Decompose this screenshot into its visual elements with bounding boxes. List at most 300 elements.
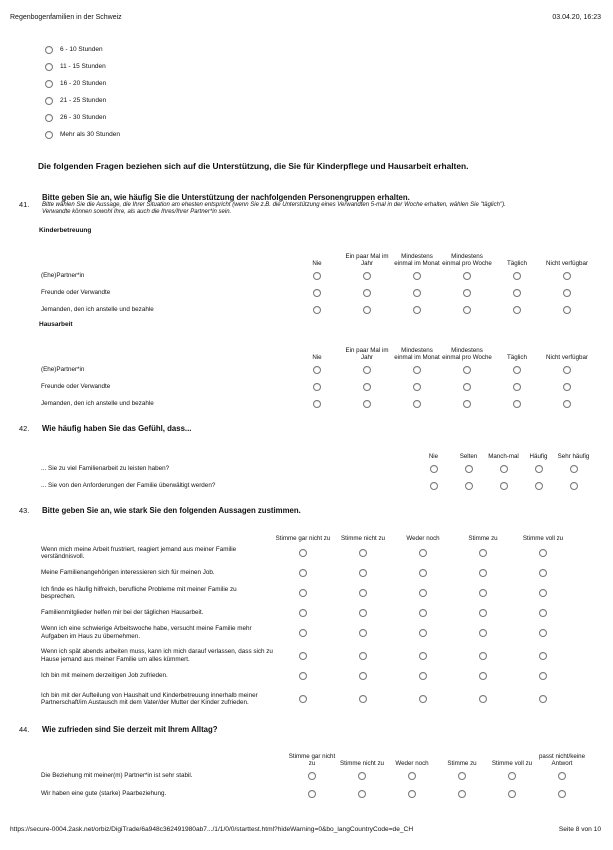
radio-button[interactable] (513, 383, 521, 391)
q42-cell (416, 482, 451, 490)
radio-button[interactable] (558, 790, 566, 798)
q44-cell (287, 772, 337, 780)
q43-row-label: Meine Familienangehörigen interessieren sich für meinen Job. (41, 569, 215, 577)
hours-option-label: 16 - 20 Stunden (60, 80, 107, 87)
q44-title: Wie zufrieden sind Sie derzeit mit Ihrem Alltag? (42, 725, 218, 734)
q42-number: 42. (19, 424, 30, 433)
survey-title: Regenbogenfamilien in der Schweiz (10, 14, 122, 21)
radio-button[interactable] (419, 569, 427, 577)
radio-button[interactable] (419, 609, 427, 617)
q41-housework-cell (542, 400, 592, 408)
q41-childcare-cell (342, 272, 392, 280)
q43-cell (453, 589, 513, 597)
radio-button[interactable] (363, 306, 371, 314)
q43-cell (333, 695, 393, 703)
q41-childcare-cell (542, 289, 592, 297)
q43-row (41, 644, 573, 667)
q41-housework-cell (342, 383, 392, 391)
q41-childcare-cell (442, 306, 492, 314)
q43-cell (273, 695, 333, 703)
q43-cell (453, 629, 513, 637)
radio-button[interactable] (419, 695, 427, 703)
radio-button[interactable] (479, 652, 487, 660)
hours-option[interactable] (45, 41, 120, 58)
radio-button[interactable] (479, 609, 487, 617)
q44-grid (41, 741, 587, 803)
radio-button[interactable] (419, 672, 427, 680)
q43-row-label: Wenn mich meine Arbeit frustriert, reagiert jemand aus meiner Familie verständnisvoll. (41, 545, 237, 560)
radio-button[interactable] (408, 790, 416, 798)
q41-childcare-column-label: Mindestens einmal im Monat (394, 252, 440, 267)
q43-cell (273, 629, 333, 637)
q44-row (41, 767, 587, 785)
radio-button[interactable] (363, 383, 371, 391)
radio-button[interactable] (299, 569, 307, 577)
radio-button[interactable] (539, 672, 547, 680)
q43-cell (333, 549, 393, 557)
q41-childcare-cell (342, 306, 392, 314)
q42-column-label: Häufig (529, 452, 548, 460)
radio-button[interactable] (430, 465, 438, 473)
q41-childcare-cell (292, 272, 342, 280)
radio-button[interactable] (463, 400, 471, 408)
q41-housework-cell (442, 383, 492, 391)
q42-title: Wie häufig haben Sie das Gefühl, dass... (42, 424, 192, 433)
q44-cell (287, 790, 337, 798)
q43-cell (513, 672, 573, 680)
q42-column-label: Sehr häufig (557, 452, 590, 460)
radio-button[interactable] (539, 695, 547, 703)
q43-cell (333, 629, 393, 637)
q43-cell (333, 589, 393, 597)
q41-housework-cell (292, 366, 342, 374)
hours-option[interactable] (45, 75, 120, 92)
radio-button[interactable] (359, 629, 367, 637)
radio-button[interactable] (358, 772, 366, 780)
q43-cell (273, 652, 333, 660)
radio-button[interactable] (359, 672, 367, 680)
q43-row-label: Ich finde es häufig hilfreich, berufliche Probleme mit meiner Familie zu besprechen. (41, 585, 237, 600)
q41-housework-cell (392, 400, 442, 408)
q41-housework-cell (392, 383, 442, 391)
q41-group-title-childcare: Kinderbetreuung (39, 227, 92, 234)
print-datetime: 03.04.20, 16:23 (552, 14, 601, 21)
q41-housework-cell (292, 400, 342, 408)
q43-cell (393, 589, 453, 597)
q43-row (41, 621, 573, 644)
radio-button[interactable] (479, 589, 487, 597)
q43-row (41, 604, 573, 621)
q43-cell (333, 672, 393, 680)
radio-button[interactable] (463, 272, 471, 280)
q43-grid (41, 522, 573, 714)
q43-cell (513, 629, 573, 637)
radio-button[interactable] (508, 772, 516, 780)
q43-cell (393, 609, 453, 617)
q41-childcare-cell (542, 306, 592, 314)
q44-row-label: Die Beziehung mit meiner(m) Partner*in ist sehr stabil. (41, 772, 193, 780)
q42-column-label: Selten (459, 452, 478, 460)
q41-childcare-row-label: Freunde oder Verwandte (41, 288, 111, 296)
radio-button[interactable] (479, 569, 487, 577)
q43-header (41, 522, 573, 542)
radio-button[interactable] (313, 366, 321, 374)
radio-button[interactable] (299, 629, 307, 637)
radio-button[interactable] (313, 383, 321, 391)
q44-number: 44. (19, 725, 30, 734)
radio-button[interactable] (413, 306, 421, 314)
q43-cell (273, 672, 333, 680)
q41-housework-cell (542, 366, 592, 374)
page-number: Seite 8 von 10 (558, 826, 601, 833)
q41-title: Bitte geben Sie an, wie häufig Sie die Unterstützung der nachfolgenden Personengruppen erhalten. (42, 193, 410, 202)
q41-housework-cell (492, 366, 542, 374)
radio-button[interactable] (313, 306, 321, 314)
q42-cell (521, 465, 556, 473)
q42-column-label: Nie (428, 452, 439, 460)
q43-row-label: Familienmitglieder helfen mir bei der täglichen Hausarbeit. (41, 608, 204, 616)
hours-option-label: 21 - 25 Stunden (60, 97, 107, 104)
radio-button[interactable] (563, 383, 571, 391)
radio-button[interactable] (500, 482, 508, 490)
hours-option-label: 26 - 30 Stunden (60, 114, 107, 121)
q41-childcare-cell (492, 306, 542, 314)
radio-button[interactable] (463, 289, 471, 297)
q43-cell (393, 549, 453, 557)
radio-button[interactable] (563, 400, 571, 408)
q41-childcare-column-label: Mindestens einmal pro Woche (442, 252, 492, 267)
radio-button[interactable] (359, 569, 367, 577)
q44-cell (437, 772, 487, 780)
q43-cell (513, 549, 573, 557)
q43-cell (393, 672, 453, 680)
radio-button[interactable] (508, 790, 516, 798)
section-title: Die folgenden Fragen beziehen sich auf die Unterstützung, die Sie für Kinderpflege und Hausarbeit erhalten. (38, 161, 469, 171)
q41-housework-cell (442, 366, 492, 374)
radio-button[interactable] (463, 306, 471, 314)
q43-number: 43. (19, 506, 30, 515)
radio-button[interactable] (513, 366, 521, 374)
q42-row-label: ... Sie zu viel Familienarbeit zu leisten haben? (41, 464, 170, 472)
radio-button[interactable] (308, 772, 316, 780)
q41-housework-row (41, 395, 592, 412)
q43-column-label: Stimme zu (468, 534, 498, 542)
radio-button[interactable] (408, 772, 416, 780)
hours-option-label: 6 - 10 Stunden (60, 46, 103, 53)
radio-button[interactable] (413, 366, 421, 374)
hours-option[interactable] (45, 92, 120, 109)
q44-row-label: Wir haben eine gute (starke) Paarbeziehung. (41, 790, 167, 798)
q43-row (41, 667, 573, 684)
radio-button[interactable] (419, 629, 427, 637)
q41-childcare-header (41, 240, 592, 267)
radio-button[interactable] (513, 400, 521, 408)
q42-row-label: ... Sie von den Anforderungen der Familie überwältigt werden? (41, 481, 216, 489)
q43-cell (513, 695, 573, 703)
q41-housework-cell (492, 400, 542, 408)
footer-url: https://secure-0004.2ask.net/orbiz/DigiTrade/6a948c362491980ab7.../1/1/0/0/starttest.html?hideWarning=0&bo_langCountryCode=de_CH (10, 826, 414, 833)
q43-cell (333, 609, 393, 617)
q41-housework-row-label: Freunde oder Verwandte (41, 382, 111, 390)
radio-button[interactable] (299, 589, 307, 597)
q41-housework-column-label: Täglich (507, 353, 527, 361)
radio-button[interactable] (419, 589, 427, 597)
q43-cell (273, 569, 333, 577)
q41-housework-column-label: Mindestens einmal pro Woche (442, 346, 492, 361)
hours-option-label: 11 - 15 Stunden (60, 63, 106, 70)
radio-button[interactable] (359, 589, 367, 597)
q42-row (41, 477, 591, 494)
q44-column-label: Stimme nicht zu (339, 759, 384, 767)
radio-button[interactable] (479, 549, 487, 557)
q41-childcare-cell (392, 289, 442, 297)
radio-button[interactable] (45, 97, 53, 105)
q41-childcare-column-label: Ein paar Mal im Jahr (345, 252, 389, 267)
q42-cell (416, 465, 451, 473)
radio-button[interactable] (359, 695, 367, 703)
q41-childcare-column-label: Täglich (507, 259, 527, 267)
radio-button[interactable] (313, 400, 321, 408)
hours-options (45, 41, 120, 143)
q41-housework-row (41, 378, 592, 395)
q42-grid (41, 441, 591, 494)
radio-button[interactable] (45, 131, 53, 139)
q43-cell (453, 672, 513, 680)
q41-childcare-row (41, 267, 592, 284)
q41-number: 41. (19, 200, 30, 209)
radio-button[interactable] (563, 272, 571, 280)
q43-row-label: Ich bin mit meinem derzeitigen Job zufrieden. (41, 671, 168, 679)
q41-housework-grid (41, 334, 592, 412)
radio-button[interactable] (513, 272, 521, 280)
radio-button[interactable] (539, 549, 547, 557)
q42-row (41, 460, 591, 477)
radio-button[interactable] (465, 482, 473, 490)
radio-button[interactable] (535, 465, 543, 473)
radio-button[interactable] (299, 652, 307, 660)
q43-row-label: Wenn ich spät abends arbeiten muss, kann ich mich darauf verlassen, dass sich zu Hause jemand aus meiner Familie um alles kümmert. (41, 648, 273, 663)
radio-button[interactable] (359, 549, 367, 557)
q43-cell (453, 569, 513, 577)
q43-column-label: Stimme gar nicht zu (275, 534, 331, 542)
q41-childcare-cell (292, 306, 342, 314)
q43-title: Bitte geben Sie an, wie stark Sie den folgenden Aussagen zustimmen. (42, 506, 301, 515)
radio-button[interactable] (479, 629, 487, 637)
q43-cell (333, 652, 393, 660)
radio-button[interactable] (539, 652, 547, 660)
q43-row (41, 582, 573, 604)
q41-housework-cell (392, 366, 442, 374)
radio-button[interactable] (539, 569, 547, 577)
radio-button[interactable] (413, 289, 421, 297)
q44-cell (387, 790, 437, 798)
q44-column-label: passt nicht/keine Antwort (538, 752, 586, 767)
q43-cell (393, 695, 453, 703)
hours-option-label: Mehr als 30 Stunden (60, 131, 120, 138)
radio-button[interactable] (363, 272, 371, 280)
q41-housework-cell (492, 383, 542, 391)
q41-childcare-row-label: (Ehe)Partner*in (41, 271, 85, 279)
q44-cell (487, 772, 537, 780)
q43-cell (273, 549, 333, 557)
q44-column-label: Stimme voll zu (491, 759, 533, 767)
q42-cell (556, 465, 591, 473)
q44-column-label: Stimme gar nicht zu (288, 752, 336, 767)
radio-button[interactable] (500, 465, 508, 473)
q43-column-label: Weder noch (406, 534, 440, 542)
page-header (10, 14, 601, 24)
radio-button[interactable] (465, 465, 473, 473)
hours-option[interactable] (45, 109, 120, 126)
hours-option[interactable] (45, 126, 120, 143)
q41-childcare-cell (492, 272, 542, 280)
q41-housework-column-label: Ein paar Mal im Jahr (345, 346, 389, 361)
radio-button[interactable] (299, 672, 307, 680)
radio-button[interactable] (513, 306, 521, 314)
q44-cell (487, 790, 537, 798)
radio-button[interactable] (413, 383, 421, 391)
q41-housework-column-label: Mindestens einmal im Monat (394, 346, 440, 361)
q43-row (41, 684, 573, 714)
radio-button[interactable] (558, 772, 566, 780)
q42-column-label: Manch-mal (488, 452, 519, 460)
q41-housework-row-label: Jemanden, den ich anstelle und bezahle (41, 399, 154, 407)
radio-button[interactable] (359, 652, 367, 660)
q43-cell (273, 589, 333, 597)
q44-row (41, 785, 587, 803)
q43-row (41, 564, 573, 582)
radio-button[interactable] (458, 772, 466, 780)
q41-childcare-cell (392, 306, 442, 314)
q42-cell (451, 482, 486, 490)
q43-column-label: Stimme nicht zu (340, 534, 385, 542)
q43-cell (393, 569, 453, 577)
q43-cell (273, 609, 333, 617)
radio-button[interactable] (570, 482, 578, 490)
q41-housework-cell (342, 400, 392, 408)
radio-button[interactable] (563, 306, 571, 314)
radio-button[interactable] (539, 589, 547, 597)
radio-button[interactable] (45, 80, 53, 88)
q43-column-label: Stimme voll zu (522, 534, 564, 542)
q41-housework-row-label: (Ehe)Partner*in (41, 365, 85, 373)
radio-button[interactable] (513, 289, 521, 297)
radio-button[interactable] (299, 549, 307, 557)
radio-button[interactable] (308, 790, 316, 798)
radio-button[interactable] (359, 609, 367, 617)
q44-cell (537, 772, 587, 780)
radio-button[interactable] (539, 629, 547, 637)
q41-childcare-column-label: Nicht verfügbar (546, 259, 588, 267)
radio-button[interactable] (419, 652, 427, 660)
q41-childcare-column-label: Nie (312, 259, 322, 267)
q43-cell (513, 609, 573, 617)
q44-column-label: Weder noch (395, 759, 429, 767)
q41-subtitle-1: Bitte wählen Sie die Aussage, die Ihrer Situation am ehesten entspricht (wenn Sie z.B. die Unterstützung eines Verwandten 5-mal in der Woche erhalten, wählen Sie "täglich"). (42, 202, 506, 208)
radio-button[interactable] (463, 366, 471, 374)
q43-row-label: Wenn ich eine schwierige Arbeitswoche habe, versucht meine Familie mehr Aufgaben im Haus zu übernehmen. (41, 625, 252, 640)
q43-row (41, 542, 573, 564)
q41-childcare-cell (392, 272, 442, 280)
hours-option[interactable] (45, 58, 120, 75)
radio-button[interactable] (563, 289, 571, 297)
q43-cell (453, 609, 513, 617)
q43-cell (513, 589, 573, 597)
radio-button[interactable] (458, 790, 466, 798)
q44-cell (337, 772, 387, 780)
radio-button[interactable] (45, 46, 53, 54)
radio-button[interactable] (363, 400, 371, 408)
q43-row-label: Ich bin mit der Aufteilung von Haushalt und Kinderbetreuung innerhalb meiner Partnerschaft/im Austausch mit dem Vater/der Mutter der Kinder zufrieden. (41, 691, 258, 706)
q43-cell (453, 652, 513, 660)
q43-cell (513, 569, 573, 577)
q43-cell (513, 652, 573, 660)
q41-childcare-row-label: Jemanden, den ich anstelle und bezahle (41, 305, 154, 313)
radio-button[interactable] (299, 695, 307, 703)
radio-button[interactable] (313, 289, 321, 297)
radio-button[interactable] (479, 672, 487, 680)
q41-childcare-cell (342, 289, 392, 297)
q41-childcare-row (41, 301, 592, 318)
q41-housework-header (41, 334, 592, 361)
radio-button[interactable] (313, 272, 321, 280)
radio-button[interactable] (45, 63, 53, 71)
radio-button[interactable] (570, 465, 578, 473)
radio-button[interactable] (563, 366, 571, 374)
radio-button[interactable] (413, 272, 421, 280)
q41-childcare-cell (292, 289, 342, 297)
q44-cell (387, 772, 437, 780)
q43-cell (333, 569, 393, 577)
radio-button[interactable] (363, 366, 371, 374)
q41-housework-column-label: Nie (312, 353, 322, 361)
q41-housework-cell (442, 400, 492, 408)
q41-housework-cell (292, 383, 342, 391)
q42-cell (486, 482, 521, 490)
radio-button[interactable] (479, 695, 487, 703)
q41-housework-cell (542, 383, 592, 391)
q44-cell (437, 790, 487, 798)
radio-button[interactable] (539, 609, 547, 617)
q41-childcare-cell (492, 289, 542, 297)
q43-cell (393, 629, 453, 637)
radio-button[interactable] (413, 400, 421, 408)
q41-housework-cell (342, 366, 392, 374)
q41-childcare-grid (41, 240, 592, 318)
q43-cell (453, 695, 513, 703)
q41-subtitle-2: Verwandte können sowohl Ihre, als auch die Ihres/Ihrer Partner*in sein. (42, 209, 232, 215)
q44-header (41, 741, 587, 767)
q41-childcare-cell (442, 289, 492, 297)
radio-button[interactable] (299, 609, 307, 617)
radio-button[interactable] (45, 114, 53, 122)
q41-group-title-housework: Hausarbeit (39, 321, 73, 328)
radio-button[interactable] (535, 482, 543, 490)
radio-button[interactable] (363, 289, 371, 297)
page-footer (10, 826, 601, 833)
q42-cell (521, 482, 556, 490)
radio-button[interactable] (463, 383, 471, 391)
radio-button[interactable] (419, 549, 427, 557)
radio-button[interactable] (430, 482, 438, 490)
q42-header (41, 441, 591, 460)
q44-cell (537, 790, 587, 798)
q42-cell (556, 482, 591, 490)
q42-cell (486, 465, 521, 473)
q41-childcare-row (41, 284, 592, 301)
radio-button[interactable] (358, 790, 366, 798)
q41-childcare-cell (442, 272, 492, 280)
